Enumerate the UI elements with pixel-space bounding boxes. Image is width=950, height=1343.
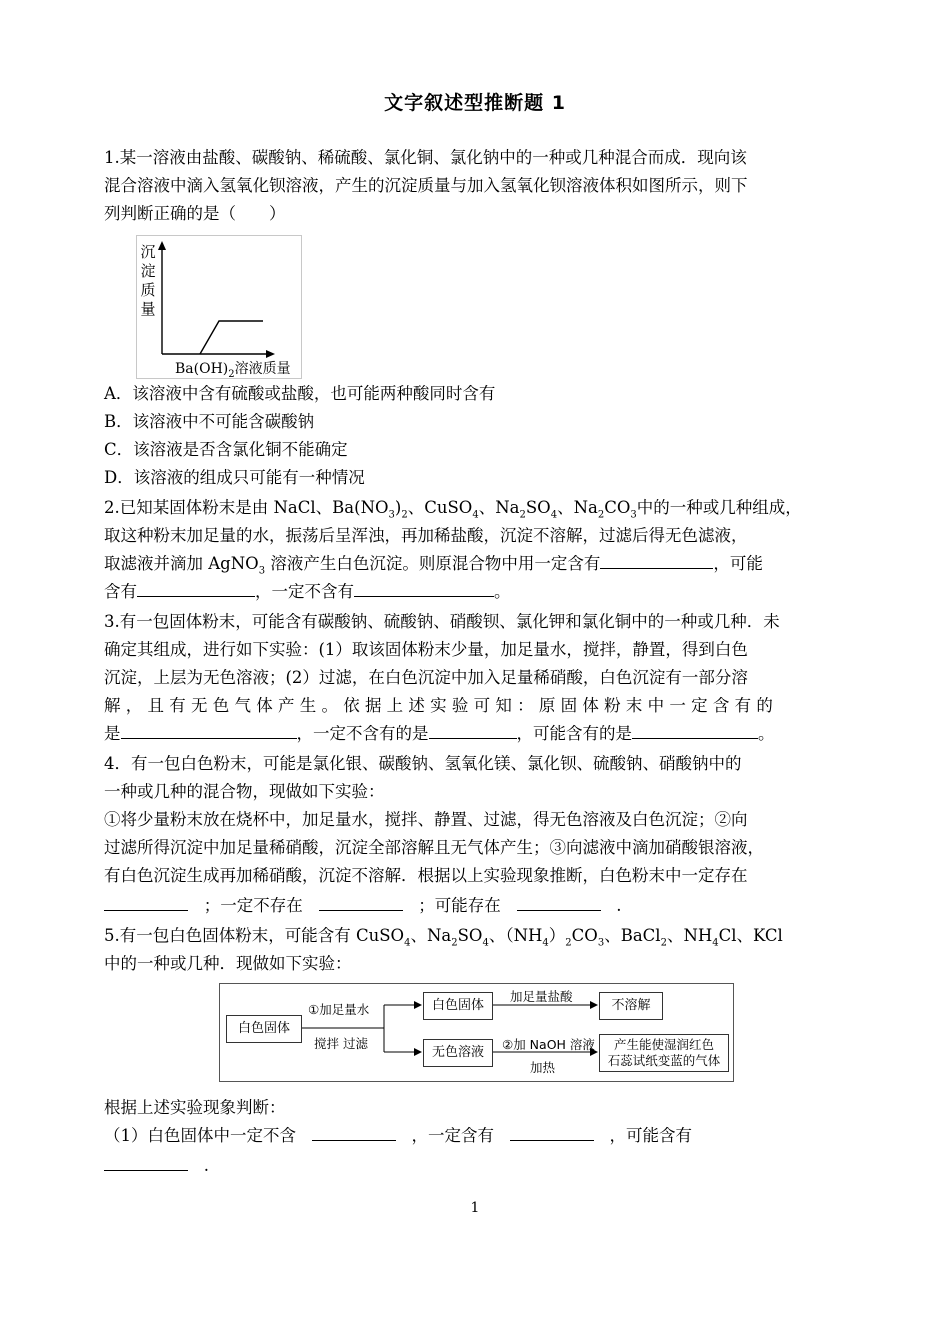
y-label-char: 沉 (140, 243, 156, 261)
gas-result-line: 产生能使湿润红色 (613, 1037, 714, 1052)
q3-blank-definite[interactable] (121, 720, 297, 739)
precipitate-curve (200, 321, 263, 354)
step2-bottom-label: 加热 (530, 1060, 556, 1075)
x-label-text: 溶液质量 (234, 361, 291, 377)
q5-answer-line-2: . (104, 1152, 849, 1180)
q3-blank-excluded[interactable] (429, 720, 517, 739)
box-white-solid-start: 白色固体 (226, 1015, 302, 1043)
y-label-char: 量 (140, 300, 156, 318)
q4-blank-exists[interactable] (104, 892, 188, 911)
q3-line-5: 是 ，一定不含有的是 ，可能含有的是 。 (104, 720, 849, 748)
q2-line-4: 含有 ，一定不含有 。 (104, 578, 849, 606)
q5-blank-possible[interactable] (104, 1152, 188, 1171)
q3-line-3: 沉淀，上层为无色溶液；(2）过滤，在白色沉淀中加入足量稀硝酸，白色沉淀有一部分溶 (104, 668, 748, 687)
q2-blank-possible[interactable] (137, 578, 255, 597)
arrow-head (414, 1048, 422, 1056)
y-axis-arrow (158, 241, 166, 250)
page-number: 1 (470, 1200, 480, 1216)
q1-chart (136, 235, 302, 379)
q4-line-2: 一种或几种的混合物，现做如下实验： (104, 782, 385, 801)
q2-line-2: 取这种粉末加足量的水，振荡后呈浑浊，再加稀盐酸，沉淀不溶解，过滤后得无色滤液， (104, 526, 748, 545)
q2-line-3: 取滤液并滴加 AgNO$_3$ 溶液产生白色沉淀。则原混合物中用一定含有 ，可能 (104, 550, 849, 578)
box-gas-result (599, 1034, 729, 1072)
q1-option-a: A．该溶液中含有硫酸或盐酸，也可能两种酸同时含有 (104, 384, 496, 403)
q5-blank-contain[interactable] (510, 1122, 594, 1141)
q4-blank-not-exists[interactable] (319, 892, 403, 911)
q2-line-1: 2.已知某固体粉末是由 NaCl、$Ba(NO_3)_2$、CuSO$_4$、$Na_2SO_4$、$Na_2CO_3$中的一种或几种组成， (104, 498, 802, 521)
step1-bottom-label: 搅拌 过滤 (314, 1036, 368, 1051)
q1-line-3: 列判断正确的是（ ） (104, 204, 286, 223)
q1-option-d: D．该溶液的组成只可能有一种情况 (104, 468, 365, 487)
q4-line-5: 有白色沉淀生成再加稀硝酸，沉淀不溶解．根据以上实验现象推断，白色粉末中一定存在 (104, 866, 748, 885)
q5-flowchart (219, 983, 734, 1082)
chart-y-label (139, 243, 157, 319)
y-label-char: 质 (140, 281, 156, 299)
x-axis-arrow (266, 350, 275, 358)
q3-blank-possible[interactable] (632, 720, 758, 739)
q4-line-1: 4．有一包白色粉末，可能是氯化银、碳酸钠、氢氧化镁、氯化钡、硫酸钠、硝酸钠中的 (104, 754, 742, 773)
q5-line-1: 5.有一包白色固体粉末，可能含有 CuSO$_4$、$Na_2SO_4$、$(NH_4)_2CO_3$、BaCl$_2$、$NH_4Cl$、KCl (104, 926, 783, 949)
q2-blank-definite[interactable] (600, 550, 713, 569)
q1-chart-graphic (137, 236, 301, 378)
box-insoluble: 不溶解 (599, 992, 663, 1020)
box-colorless-solution: 无色溶液 (423, 1039, 493, 1067)
q2-blank-excluded[interactable] (354, 578, 494, 597)
x-label-sub: 2 (228, 368, 235, 380)
q5-judge-line: 根据上述实验现象判断： (104, 1098, 286, 1117)
step1-top-label: ①加足量水 (308, 1002, 370, 1017)
q5-line-2: 中的一种或几种．现做如下实验： (104, 954, 352, 973)
q1-option-b: B．该溶液中不可能含碳酸钠 (104, 412, 315, 431)
q4-line-4: 过滤所得沉淀中加足量稀硝酸，沉淀全部溶解且无气体产生；③向滤液中滴加硝酸银溶液， (104, 838, 764, 857)
chart-x-label (175, 358, 291, 378)
q3-line-4: 解 ， 且 有 无 色 气 体 产 生 。 依 据 上 述 实 验 可 知 ： 原 固 体 粉 末 中 一 定 含 有 的 (104, 696, 773, 715)
q5-answer-line-1: （1）白色固体中一定不含 ，一定含有 ，可能含有 (104, 1122, 849, 1150)
arrow-head (414, 1001, 422, 1009)
q5-blank-not-contain[interactable] (312, 1122, 396, 1141)
page-title: 文字叙述型推断题 1 (384, 92, 566, 114)
gas-result-line: 石蕊试纸变蓝的气体 (607, 1053, 721, 1068)
q3-line-2: 确定其组成，进行如下实验：(1）取该固体粉末少量，加足量水，搅拌，静置，得到白色 (104, 640, 748, 659)
q1-line-1: 1.某一溶液由盐酸、碳酸钠、稀硫酸、氯化铜、氯化钠中的一种或几种混合而成．现向该 (104, 148, 747, 167)
y-label-char: 淀 (140, 262, 156, 280)
acid-label: 加足量盐酸 (510, 989, 573, 1004)
arrow-head (590, 1001, 598, 1009)
q4-line-3: ①将少量粉末放在烧杯中，加足量水，搅拌、静置、过滤，得无色溶液及白色沉淀；②向 (104, 810, 748, 829)
q1-line-2: 混合溶液中滴入氢氧化钡溶液，产生的沉淀质量与加入氢氧化钡溶液体积如图所示，则下 (104, 176, 748, 195)
q1-option-c: C．该溶液是否含氯化铜不能确定 (104, 440, 348, 459)
step2-top-label: ②加 NaOH 溶液 (502, 1037, 595, 1052)
q3-line-1: 3.有一包固体粉末，可能含有碳酸钠、硫酸钠、硝酸钡、氯化钾和氯化铜中的一种或几种．未 (104, 612, 780, 631)
x-label-text: Ba(OH) (175, 361, 229, 377)
box-white-solid: 白色固体 (423, 992, 493, 1020)
q4-blank-possible[interactable] (517, 892, 601, 911)
q4-line-6: ；一定不存在 ；可能存在 . (104, 892, 849, 920)
